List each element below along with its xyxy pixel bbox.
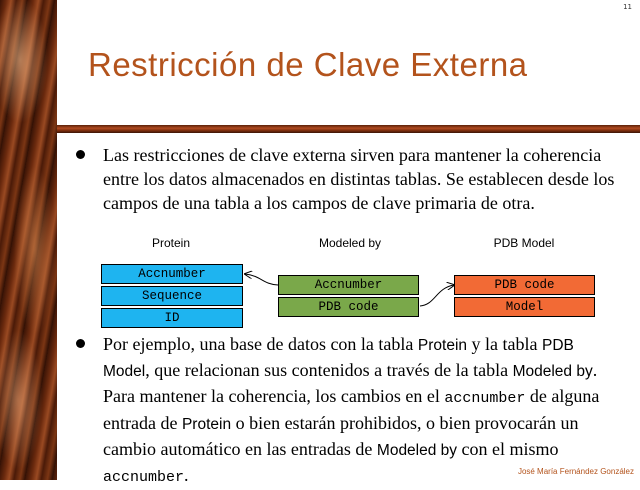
bullet-2-text-segment: con el mismo — [457, 439, 559, 459]
protein-field-sequence: Sequence — [101, 286, 243, 306]
bullet-text-1: Las restricciones de clave externa sirven para mantener la coherencia entre los datos almacenados en distintas tablas. Se establecen desde los campos de una tabla a los campos de clave primaria de otra. — [103, 145, 615, 213]
field-name-accnumber: accnumber — [103, 469, 185, 486]
pdb-model-field-model: Model — [454, 297, 595, 317]
bullet-2-text-segment: , que relacionan sus contenidos a través de la tabla — [145, 360, 513, 380]
bullet-2-text-segment: de alguna entrada de — [103, 386, 600, 433]
table-header-modeled-by: Modeled by — [318, 236, 382, 250]
table-name-modeled-by: Modeled by — [512, 363, 593, 380]
protein-field-accnumber: Accnumber — [101, 264, 243, 284]
bullet-2-text-segment: Por ejemplo, una base de datos con la tabla — [103, 334, 418, 354]
table-name-protein: Protein — [417, 337, 468, 354]
field-name-accnumber: accnumber — [444, 390, 526, 407]
fk-pdbcode-arrow — [420, 285, 454, 306]
modeled-by-field-accnumber: Accnumber — [278, 275, 419, 295]
slide-title: Restricción de Clave Externa — [88, 46, 528, 83]
modeled-by-field-pdb-code: PDB code — [278, 297, 419, 317]
bullet-dot-icon — [76, 150, 85, 159]
bullet-dot-icon — [76, 339, 85, 348]
decorative-side-strip — [0, 0, 57, 480]
protein-field-id: ID — [101, 308, 243, 328]
bullet-2-text-segment: y la tabla — [467, 334, 543, 354]
title-divider-bar — [57, 125, 640, 133]
fk-accnumber-arrow — [245, 274, 278, 285]
bullet-2-text-segment: . — [184, 465, 189, 485]
bullet-2-text-segment: . Para mantener la coherencia, los cambios en el — [103, 360, 598, 406]
bullet-2-text-segment: o bien estarán prohibidos, o bien provocarán un cambio automático en las entradas de — [103, 413, 579, 459]
author-footer: José María Fernández González — [517, 467, 634, 476]
table-name-protein: Protein — [181, 416, 232, 433]
table-name-modeled-by: Modeled by — [376, 442, 458, 459]
table-header-protein: Protein — [151, 236, 191, 250]
slide-number: 11 — [623, 3, 632, 11]
pdb-model-field-pdb-code: PDB code — [454, 275, 595, 295]
table-name-pdb-model: PDB Model — [103, 337, 574, 380]
table-header-pdb-model: PDB Model — [493, 236, 555, 250]
